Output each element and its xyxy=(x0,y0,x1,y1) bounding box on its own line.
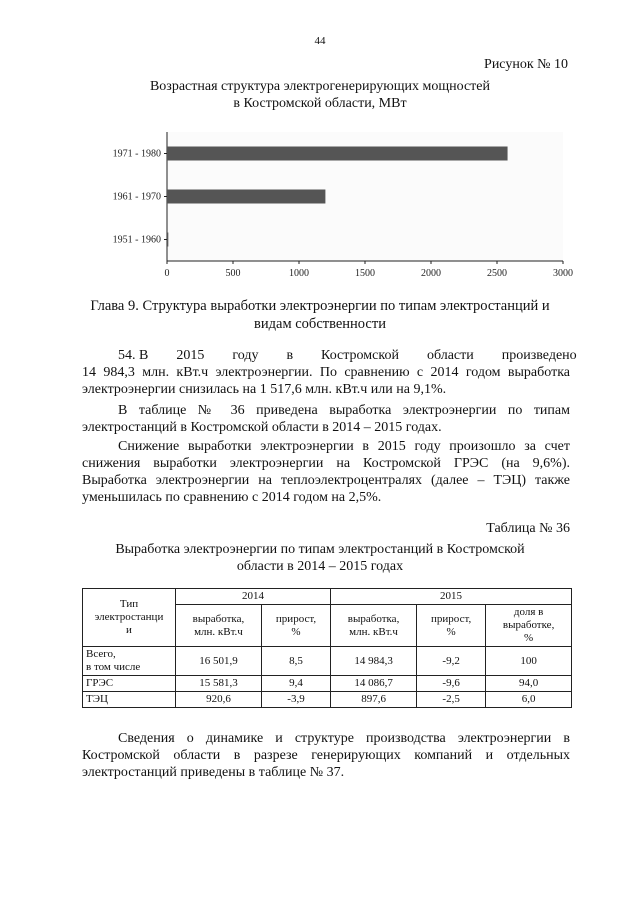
cell-output-2014: 15 581,3 xyxy=(176,676,262,692)
paragraph-line: электростанций в Костромской области в 2014 – 2015 годах. xyxy=(82,420,442,435)
header-growth-2014 xyxy=(261,605,330,647)
chapter-heading-line-1: Глава 9. Структура выработки электроэнергии по типам электростанций и xyxy=(90,298,550,314)
header-text: и xyxy=(126,624,132,636)
paragraph-line: 14 984,3 млн. кВт.ч электроэнергии. По сравнению с 2014 годом выработка xyxy=(82,365,570,380)
paragraph-line: Выработка электроэнергии на теплоэлектроцентралях (далее – ТЭЦ) также xyxy=(82,473,570,488)
x-tick-label: 0 xyxy=(164,268,170,279)
age-structure-chart xyxy=(100,128,580,288)
cell-share: 94,0 xyxy=(486,676,572,692)
figure-title xyxy=(0,78,640,112)
table-title-line-2: области в 2014 – 2015 годах xyxy=(236,559,404,574)
header-text: электростанци xyxy=(94,611,164,623)
cell-growth-2014: -3,9 xyxy=(261,692,330,708)
paragraph-54 xyxy=(82,347,577,398)
paragraph-line: 54. В 2015 году в Костромской области произведено xyxy=(118,348,577,363)
x-tick-label: 500 xyxy=(225,268,241,279)
cell-growth-2015: -9,6 xyxy=(417,676,486,692)
cell-share: 100 xyxy=(486,647,572,676)
paragraph-line: электроэнергии снизилась на 1 517,6 млн. кВт.ч или на 9,1%. xyxy=(82,382,447,397)
bar-1961-1970 xyxy=(167,190,325,204)
figure-title-line-1: Возрастная структура электрогенерирующих мощностей xyxy=(149,79,491,94)
table-row xyxy=(83,676,572,692)
x-tick-label: 1000 xyxy=(289,268,309,279)
cell-output-2015: 897,6 xyxy=(331,692,417,708)
bar-1971-1980 xyxy=(167,147,508,161)
generation-table xyxy=(82,588,572,708)
header-output-2015 xyxy=(331,605,417,647)
cell-output-2015: 14 086,7 xyxy=(331,676,417,692)
header-plant-type xyxy=(83,589,176,647)
header-text: млн. кВт.ч xyxy=(194,625,243,638)
row-name: ТЭЦ xyxy=(83,692,176,708)
cell-output-2014: 920,6 xyxy=(176,692,262,708)
table-title xyxy=(0,541,640,575)
page-number: 44 xyxy=(314,35,326,47)
table-row xyxy=(83,692,572,708)
row-name-text: в том числе xyxy=(86,661,141,673)
x-tick-label: 2500 xyxy=(487,268,507,279)
header-year-2015: 2015 xyxy=(331,589,572,605)
paragraph-decrease xyxy=(82,438,570,506)
paragraph-summary xyxy=(82,730,570,781)
table-title-line-1: Выработка электроэнергии по типам электростанций в Костромской xyxy=(115,542,525,557)
header-text: % xyxy=(446,625,456,638)
cell-share: 6,0 xyxy=(486,692,572,708)
chapter-heading xyxy=(60,297,580,333)
header-text: доля в xyxy=(513,606,544,618)
paragraph-line: Снижение выработки электроэнергии в 2015 году произошло за счет xyxy=(118,439,570,454)
header-text: прирост, xyxy=(275,612,317,625)
bar-1951-1960 xyxy=(167,233,168,247)
header-share xyxy=(486,605,572,647)
paragraph-line: уменьшилась по сравнению с 2014 годом на 2,5%. xyxy=(82,490,382,505)
y-tick-label: 1951 - 1960 xyxy=(112,234,161,246)
header-text: млн. кВт.ч xyxy=(349,625,398,638)
table-label: Таблица № 36 xyxy=(486,521,570,536)
table-row xyxy=(83,647,572,676)
header-text: прирост, xyxy=(431,612,472,625)
figure-label: Рисунок № 10 xyxy=(484,57,568,72)
paragraph-line: В таблице № 36 приведена выработка электроэнергии по типам xyxy=(118,403,570,418)
y-tick-label: 1961 - 1970 xyxy=(112,191,161,203)
paragraph-line: снижения выработки электроэнергии на Костромской ГРЭС (на 9,6%). xyxy=(82,456,570,471)
cell-growth-2015: -9,2 xyxy=(417,647,486,676)
row-name-text: Всего, xyxy=(86,648,116,660)
table-header-row xyxy=(83,589,572,605)
chapter-heading-line-2: видам собственности xyxy=(254,316,386,332)
header-text: % xyxy=(524,632,534,644)
paragraph-line: Сведения о динамике и структуре производства электроэнергии в xyxy=(118,731,570,746)
header-text: выработке, xyxy=(502,619,555,631)
header-year-2014: 2014 xyxy=(176,589,331,605)
paragraph-line: электростанций приведены в таблице № 37. xyxy=(82,765,345,780)
paragraph-line: Костромской области в разрезе генерирующих компаний и отдельных xyxy=(82,748,570,763)
y-tick-label: 1971 - 1980 xyxy=(112,148,161,160)
header-output-2014 xyxy=(176,605,262,647)
figure-title-line-2: в Костромской области, МВт xyxy=(233,96,407,111)
header-text: выработка, xyxy=(347,612,400,625)
x-tick-label: 2000 xyxy=(421,268,441,279)
header-text: выработка, xyxy=(192,612,245,625)
cell-growth-2014: 8,5 xyxy=(261,647,330,676)
cell-output-2015: 14 984,3 xyxy=(331,647,417,676)
header-text: Тип xyxy=(119,598,139,610)
x-tick-label: 3000 xyxy=(553,268,573,279)
row-name xyxy=(83,647,176,676)
paragraph-table-ref xyxy=(82,402,570,436)
header-growth-2015 xyxy=(417,605,486,647)
cell-growth-2015: -2,5 xyxy=(417,692,486,708)
x-tick-label: 1500 xyxy=(355,268,375,279)
row-name: ГРЭС xyxy=(83,676,176,692)
header-text: % xyxy=(291,625,301,638)
cell-output-2014: 16 501,9 xyxy=(176,647,262,676)
cell-growth-2014: 9,4 xyxy=(261,676,330,692)
